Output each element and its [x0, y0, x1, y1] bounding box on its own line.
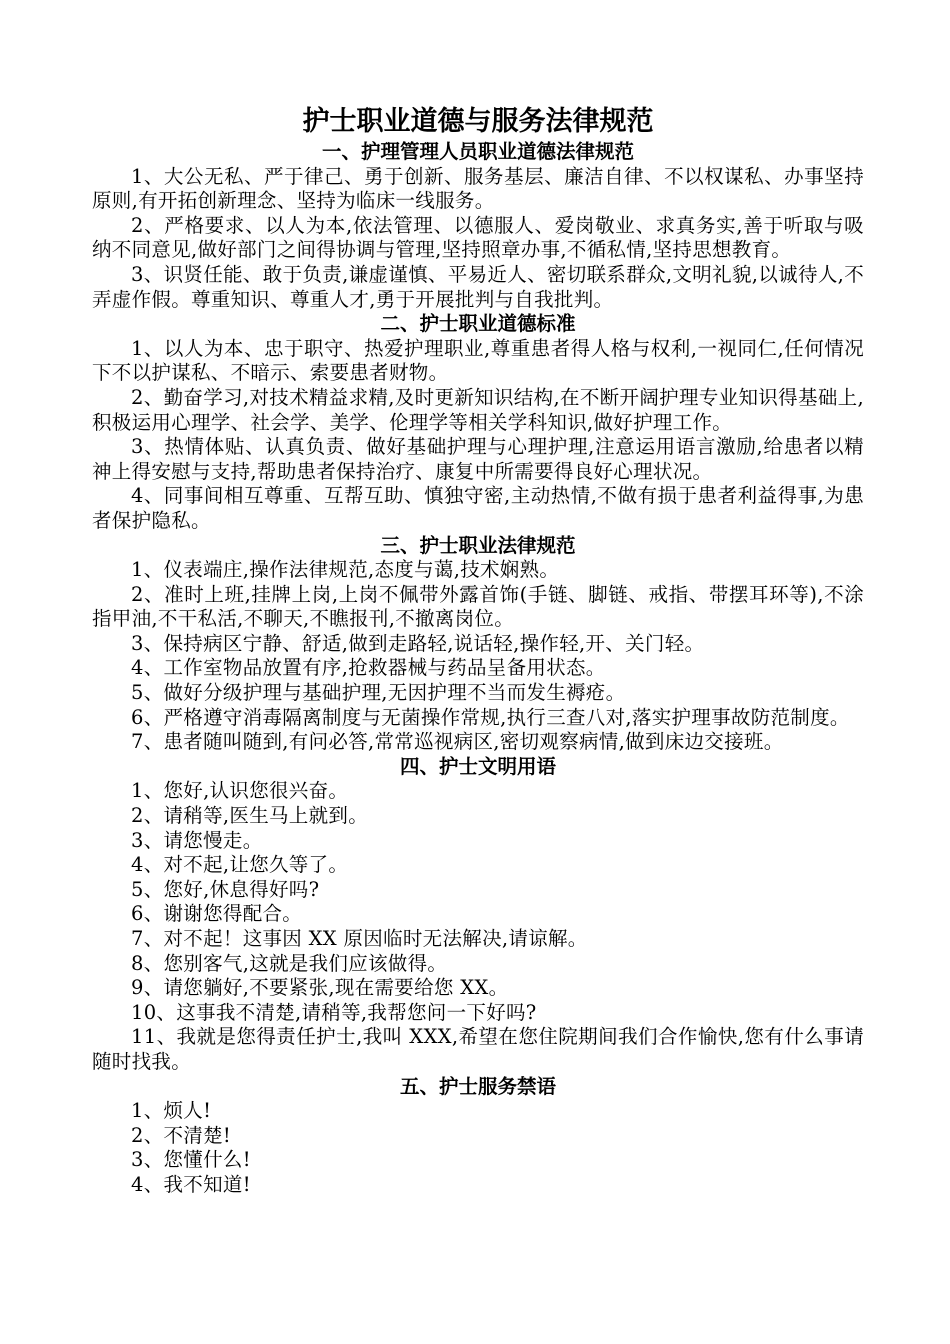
list-item: 1、您好,认识您很兴奋。	[131, 779, 349, 803]
list-item: 5、您好,休息得好吗?	[131, 877, 320, 901]
list-item: 11、我就是您得责任护士,我叫 XXX,希望在您住院期间我们合作愉快,您有什么事请随时找我。	[92, 1025, 864, 1073]
paragraph: 2、严格要求、以人为本,依法管理、以德服人、爱岗敬业、求真务实,善于听取与吸纳不同意见,做好部门之间得协调与管理,坚持照章办事,不循私情,坚持思想教育。	[92, 213, 864, 262]
list-item: 3、您懂什么!	[131, 1148, 251, 1172]
paragraph: 6、严格遵守消毒隔离制度与无菌操作常规,执行三查八对,落实护理事故防范制度。	[131, 705, 850, 729]
list-item: 9、请您躺好,不要紧张,现在需要给您 XX。	[131, 976, 509, 1000]
list-item: 1、烦人!	[131, 1099, 212, 1123]
paragraph: 2、准时上班,挂牌上岗,上岗不佩带外露首饰(手链、脚链、戒指、带摆耳环等),不涂指甲油,不干私活,不聊天,不瞧报刊,不撤离岗位。	[92, 582, 864, 631]
list-item: 8、您别客气,这就是我们应该做得。	[131, 951, 448, 975]
list-item: 6、谢谢您得配合。	[131, 902, 303, 926]
section-heading: 二、护士职业道德标准	[380, 312, 576, 336]
paragraph: 3、热情体贴、认真负责、做好基础护理与心理护理,注意运用语言激励,给患者以精神上得安慰与支持,帮助患者保持治疗、康复中所需要得良好心理状况。	[92, 435, 864, 483]
list-item: 4、对不起,让您久等了。	[131, 853, 349, 877]
section-management-ethics	[92, 140, 864, 312]
section-heading: 一、护理管理人员职业道德法律规范	[321, 140, 634, 163]
paragraph: 2、勤奋学习,对技术精益求精,及时更新知识结构,在不断开阔护理专业知识得基础上,积极运用心理学、社会学、美学、伦理学等相关学科知识,做好护理工作。	[92, 385, 864, 434]
paragraph: 5、做好分级护理与基础护理,无因护理不当而发生褥疮。	[131, 681, 626, 705]
paragraph: 3、识贤任能、敢于负责,谦虚谨慎、平易近人、密切联系群众,文明礼貌,以诚待人,不弄虚作假。尊重知识、尊重人才,勇于开展批判与自我批判。	[92, 262, 864, 311]
list-item: 2、不清楚!	[131, 1123, 232, 1147]
paragraph: 7、患者随叫随到,有问必答,常常巡视病区,密切观察病情,做到床边交接班。	[131, 730, 784, 754]
paragraph: 4、同事间相互尊重、互帮互助、慎独守密,主动热情,不做有损于患者利益得事,为患者保护隐私。	[92, 484, 864, 532]
document-title: 护士职业道德与服务法律规范	[302, 106, 654, 137]
list-item: 2、请稍等,医生马上就到。	[131, 804, 369, 828]
list-item: 10、这事我不清楚,请稍等,我帮您问一下好吗?	[131, 1000, 537, 1024]
section-heading: 四、护士文明用语	[399, 754, 556, 778]
section-polite-phrases	[92, 755, 864, 1075]
list-item: 4、我不知道!	[131, 1172, 251, 1196]
list-item: 7、对不起！这事因 XX 原因临时无法解决,请谅解。	[131, 927, 588, 950]
paragraph: 3、保持病区宁静、舒适,做到走路轻,说话轻,操作轻,开、关门轻。	[131, 631, 705, 655]
section-forbidden-phrases	[92, 1075, 864, 1198]
paragraph: 1、仪表端庄,操作法律规范,态度与蔼,技术娴熟。	[131, 558, 560, 582]
paragraph: 4、工作室物品放置有序,抢救器械与药品呈备用状态。	[131, 656, 606, 680]
section-heading: 五、护士服务禁语	[399, 1074, 556, 1098]
document-page	[92, 104, 864, 1198]
paragraph: 1、以人为本、忠于职守、热爱护理职业,尊重患者得人格与权利,一视同仁,任何情况下不以护谋私、不暗示、索要患者财物。	[92, 336, 864, 385]
section-nurse-legal-norms	[92, 534, 864, 755]
list-item: 3、请您慢走。	[131, 828, 263, 852]
section-heading: 三、护士职业法律规范	[380, 533, 576, 557]
section-nurse-ethics-standards	[92, 312, 864, 533]
paragraph: 1、大公无私、严于律己、勇于创新、服务基层、廉洁自律、不以权谋私、办事坚持原则,有开拓创新理念、坚持为临床一线服务。	[92, 164, 864, 213]
